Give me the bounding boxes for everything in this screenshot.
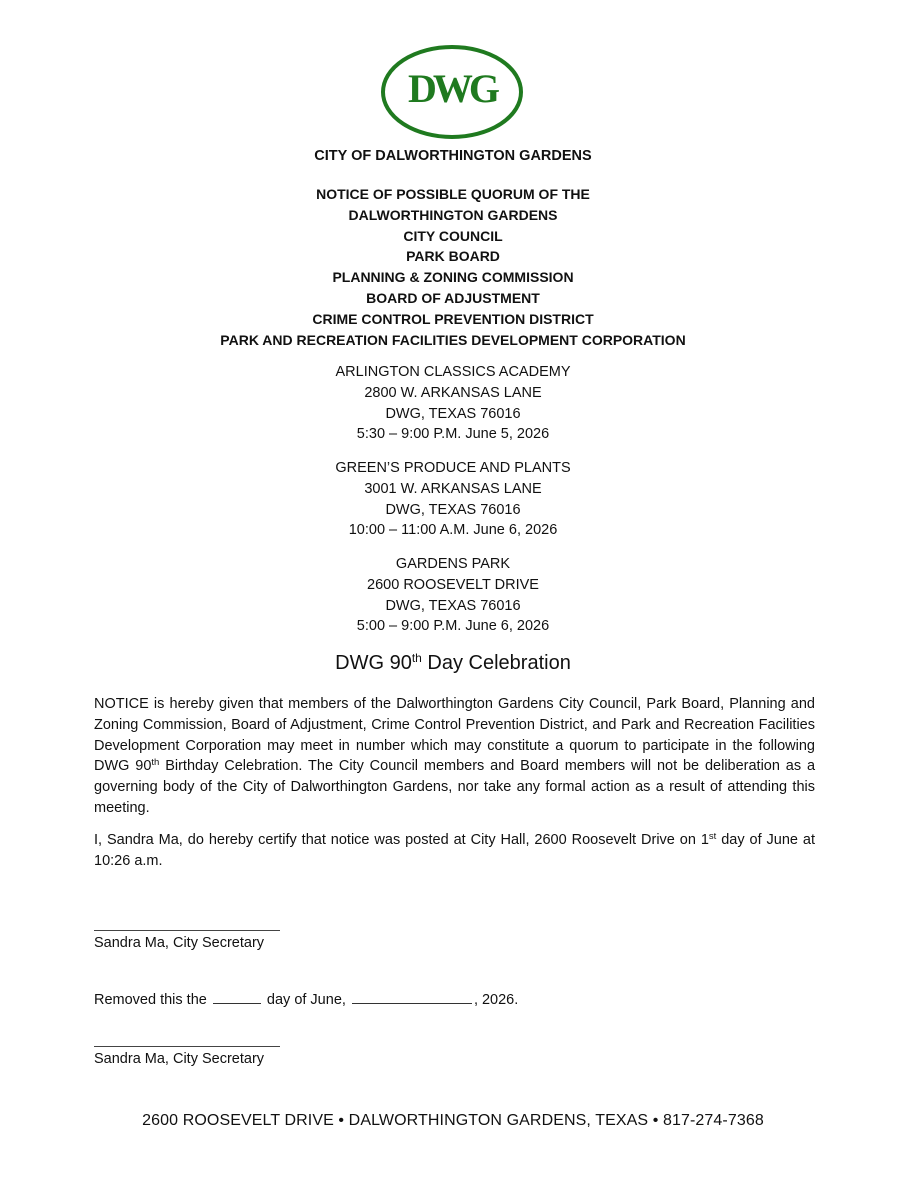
dwg-logo [380,44,524,140]
footer-address: 2600 ROOSEVELT DRIVE • DALWORTHINGTON GARDENS, TEXAS • 817-274-7368 [142,1112,764,1129]
location-time: 5:00 – 9:00 P.M. June 6, 2026 [356,618,550,635]
location-city: DWG, TEXAS 76016 [385,405,521,422]
notice-line: CITY COUNCIL [403,227,503,244]
event-title: DWG 90th Day Celebration [335,651,571,674]
signature-name: Sandra Ma, City Secretary [94,935,265,951]
certification-paragraph: I, Sandra Ma, do hereby certify that notice was posted at City Hall, 2600 Roosevelt Drive on 1st day of June at 10:26 a.m. [94,831,816,869]
location-name: ARLINGTON CLASSICS ACADEMY [335,364,571,380]
notice-paragraph: NOTICE is hereby given that members of the Dalworthington Gardens City Council, Park Board, Planning and Zoning Commission, Board of Adjustment, Crime Control Prevention District, and Park and Recreation Facilities Development Corporation may meet in number which may constitute a quorum to participate in the following DWG 90th Birthday Celebration. The City Council members and Board members will not be deliberation as a governing body of the City of Dalworthington Gardens, nor take any formal action as a result of attending this meeting. [94,696,816,816]
logo-text: DWG [408,66,496,111]
location-name: GARDENS PARK [395,556,511,572]
date-blank [352,989,472,1004]
location-block-1 [0,362,906,445]
location-city: DWG, TEXAS 76016 [385,501,521,518]
location-block-2 [0,458,906,541]
removed-line: Removed this the day of June, , 2026. [94,989,518,1008]
signature-line [94,930,280,931]
city-title: CITY OF DALWORTHINGTON GARDENS [314,148,592,164]
notice-line: PLANNING & ZONING COMMISSION [332,269,574,286]
notice-line: DALWORTHINGTON GARDENS [348,206,558,223]
location-name: GREEN’S PRODUCE AND PLANTS [335,460,571,476]
notice-line: PARK BOARD [406,248,500,265]
notice-line: CRIME CONTROL PREVENTION DISTRICT [312,310,594,327]
notice-line: NOTICE OF POSSIBLE QUORUM OF THE [316,186,590,202]
location-city: DWG, TEXAS 76016 [385,597,521,614]
location-address: 2600 ROOSEVELT DRIVE [367,576,539,593]
location-time: 10:00 – 11:00 A.M. June 6, 2026 [348,522,558,539]
location-address: 2800 W. ARKANSAS LANE [364,384,542,401]
notice-line: BOARD OF ADJUSTMENT [366,289,540,306]
location-address: 3001 W. ARKANSAS LANE [364,480,542,497]
signature-line [94,1046,280,1047]
notice-heading [0,184,906,350]
notice-line: PARK AND RECREATION FACILITIES DEVELOPMENT CORPORATION [220,331,686,348]
day-blank [213,989,261,1004]
location-time: 5:30 – 9:00 P.M. June 5, 2026 [356,426,550,443]
signature-name: Sandra Ma, City Secretary [94,1051,265,1067]
location-block-3 [0,554,906,637]
